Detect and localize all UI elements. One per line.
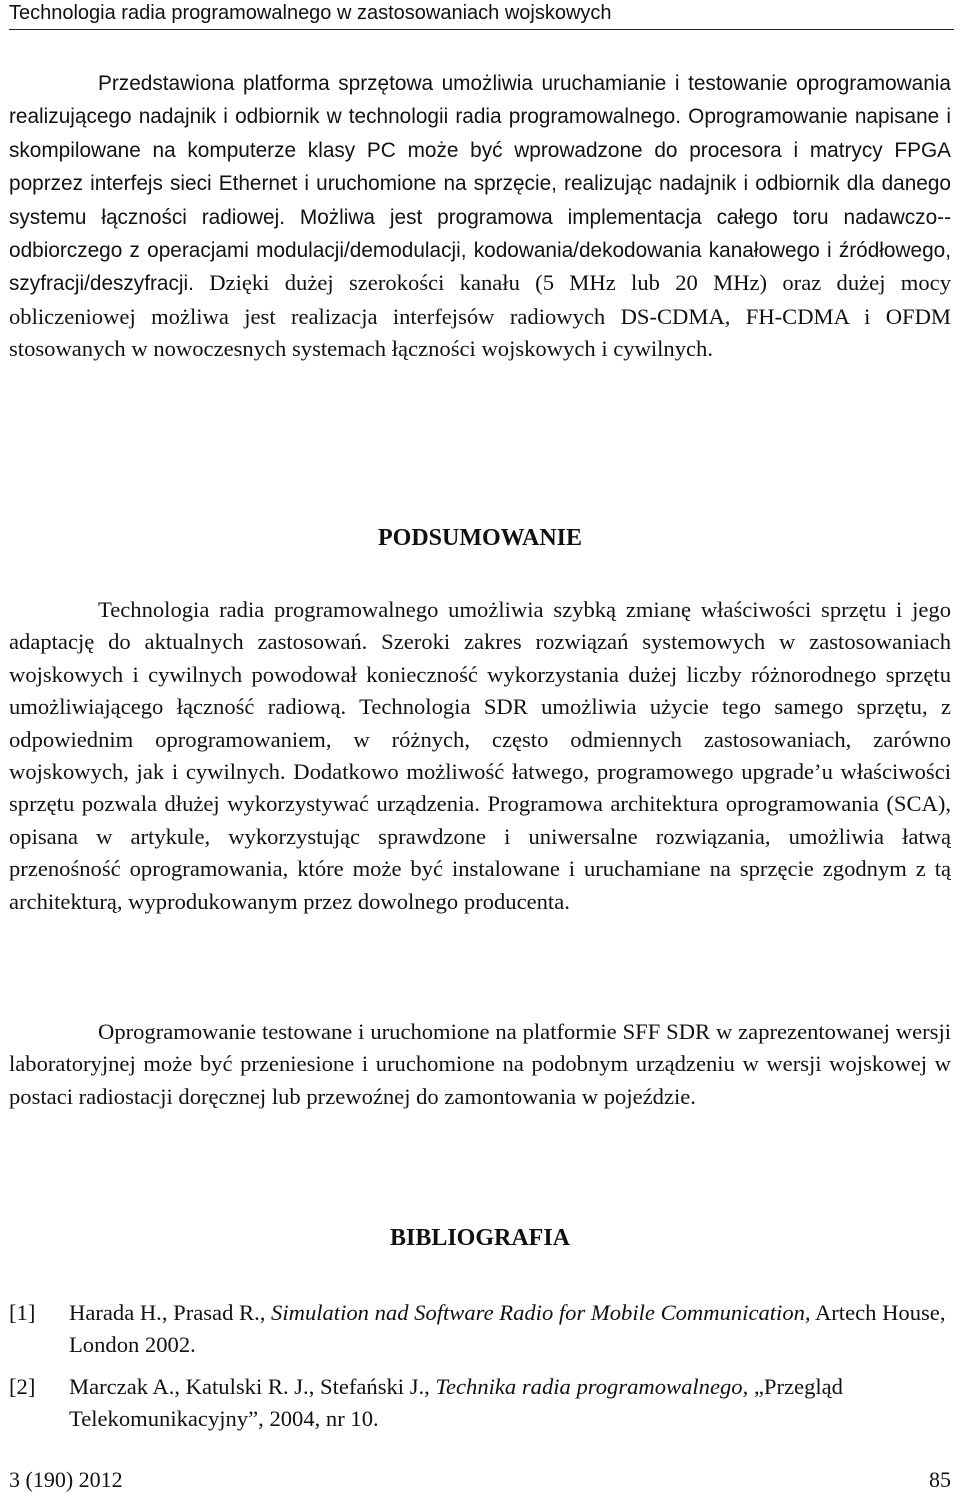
paragraph-platform: [9, 67, 951, 366]
paragraph-summary: Technologia radia programowalnego umożliwia szybką zmianę właściwości sprzętu i jego adaptację do aktualnych zastosowań. Szeroki zakres rozwiązań systemowych w zastosowaniach wojskowych i cywilnych powodował konieczność wykorzystania dużej liczby różnorodnego sprzętu umożliwiającego łączność radiową. Technologia SDR umożliwia użycie tego samego sprzętu, z odpowiednim oprogramowaniem, w różnych, często odmiennych zastosowaniach, zarówno wojskowych, jak i cywilnych. Dodatkowo możliwość łatwego, programowego upgrade’u właściwości sprzętu pozwala dłużej wykorzystywać urządzenia. Programowa architektura oprogramowania (SCA), opisana w artykule, wykorzystując sprawdzone i uniwersalne rozwiązania, umożliwia łatwą przenośność oprogramowania, które może być instalowane i uruchamiane na sprzęcie zgodnym z tą architekturą, wyprodukowanym przez dowolnego producenta.: [9, 597, 951, 914]
reference-publication: „Przegląd Telekomunikacyjny”, 2004, nr 10.: [69, 1374, 843, 1431]
reference-authors: Marczak A., Katulski R. J., Stefański J.,: [69, 1374, 430, 1399]
page-number: 85: [929, 1467, 951, 1492]
reference-number: [1]: [9, 1300, 36, 1325]
reference-title: Technika radia programowalnego,: [435, 1374, 749, 1399]
paragraph-testing: Oprogramowanie testowane i uruchomione na platformie SFF SDR w zaprezentowanej wersji laboratoryjnej może być przeniesione i uruchomione na podobnym urządzeniu w wersji wojskowej w postaci radiostacji doręcznej lub przewoźnej do zamontowania w pojeździe.: [9, 1019, 951, 1109]
summary-heading: PODSUMOWANIE: [377, 525, 582, 551]
running-title: Technologia radia programowalnego w zastosowaniach wojskowych: [9, 2, 612, 24]
reference-authors: Harada H., Prasad R.,: [69, 1300, 266, 1325]
reference-text: [69, 1371, 951, 1435]
reference-text: [69, 1297, 951, 1361]
running-header: [9, 0, 954, 30]
paragraph-platform-part-1: Przedstawiona platforma sprzętowa umożliwia uruchamianie i testowanie oprogramowania realizującego nadajnik i odbiornik w technologii radia programowalnego. Oprogramowanie napisane i skompilowane na komputerze klasy PC może być wprowadzone do procesora i matrycy FPGA poprzez interfejs sieci Ethernet i uruchomione na sprzęcie, realizując nadajnik i odbiornik dla danego systemu łączności radiowej. Możliwa jest programowa implementacja całego toru nadawczo--odbiorczego z operacjami modulacji/demodulacji, kodowania/dekodowania kanałowego i źródłowego, szyfracji/deszyfracji.: [9, 72, 951, 296]
issue-number: 3 (190) 2012: [9, 1467, 123, 1492]
bibliography-heading: BIBLIOGRAFIA: [389, 1225, 571, 1251]
paragraph-platform-part-2: Dzięki dużej szerokości kanału (5 MHz lub 20 MHz) oraz dużej mocy obliczeniowej możliwa jest realizacja interfejsów radiowych DS-CDMA, FH-CDMA i OFDM stosowanych w nowoczesnych systemach łączności wojskowych i cywilnych.: [9, 270, 951, 362]
reference-number: [2]: [9, 1374, 36, 1399]
reference-publication: Artech House, London 2002.: [69, 1300, 946, 1357]
reference-title: Simulation nad Software Radio for Mobile Communication,: [271, 1300, 811, 1325]
